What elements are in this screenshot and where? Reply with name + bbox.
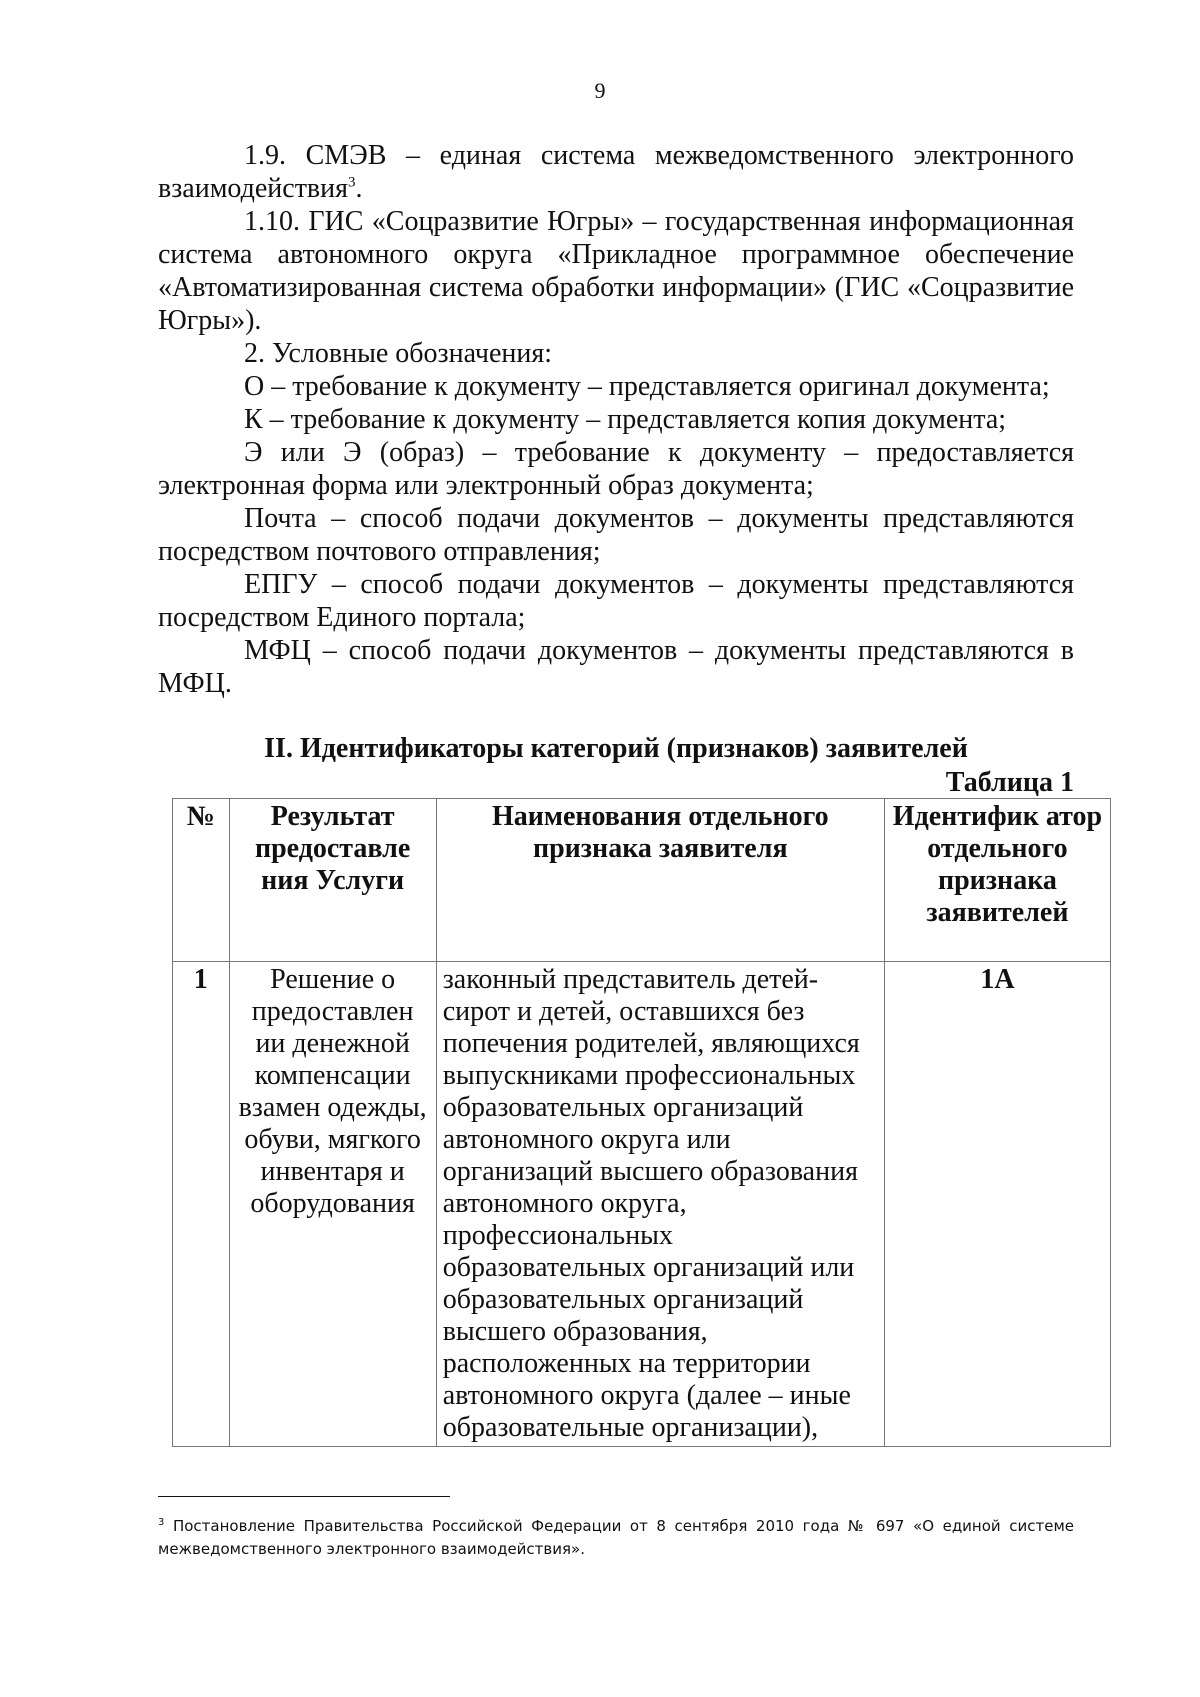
header-result: Результат предоставле ния Услуги (229, 799, 436, 962)
paragraph-1-9-end: . (355, 173, 363, 204)
row-description: законный представитель детей-сирот и детей, оставшихся без попечения родителей, являющихся выпускниками профессиональных образовательных организаций автономного округа или организаций высшего образования автономного округа, профессиональных образовательных организаций или образовательных организаций высшего образования, расположенных на территории автономного округа (далее – иные образовательные организации), (436, 962, 884, 1447)
page-number: 9 (594, 78, 606, 103)
legend-e: Э или Э (образ) – требование к документу – предоставляется электронная форма или электронный образ документа; (158, 437, 1074, 501)
row-identifier: 1А (884, 962, 1110, 1447)
legend-k: К – требование к документу – представляется копия документа; (244, 404, 1007, 435)
table-row (173, 962, 1111, 1447)
footnote-ref[interactable]: 3 (348, 174, 356, 191)
table-header-row (173, 799, 1111, 962)
paragraph-1-9-text: 1.9. СМЭВ – единая система межведомственного электронного взаимодействия (158, 140, 1074, 204)
paragraph-1-9 (158, 139, 1074, 205)
paragraph-2: 2. Условные обозначения: (244, 338, 553, 369)
legend-o: О – требование к документу – представляется оригинал документа; (244, 371, 1050, 402)
footnote-number: 3 (158, 1517, 165, 1528)
header-identifier: Идентифик атор отдельного признака заявителей (884, 799, 1110, 962)
identifiers-table (172, 798, 1111, 1447)
legend-epgu: ЕПГУ – способ подачи документов – документы представляются посредством Единого портала; (158, 569, 1074, 633)
footnote-text: Постановление Правительства Российской Федерации от 8 сентября 2010 года № 697 «О единой системе межведомственного электронного взаимодействия». (158, 1517, 1074, 1558)
row-result: Решение о предоставлен ии денежной компенсации взамен одежды, обуви, мягкого инвентаря и оборудования (229, 962, 436, 1447)
legend-post: Почта – способ подачи документов – документы представляются посредством почтового отправления; (158, 503, 1074, 567)
table-label: Таблица 1 (945, 767, 1074, 798)
paragraph-1-10: 1.10. ГИС «Соцразвитие Югры» – государственная информационная система автономного округа «Прикладное программное обеспечение «Автоматизированная система обработки информации» (ГИС «Соцразвитие Югры»). (158, 206, 1074, 336)
row-number: 1 (173, 962, 230, 1447)
footnote-separator (158, 1496, 450, 1497)
document-body (158, 139, 1074, 700)
header-feature-name: Наименования отдельного признака заявителя (436, 799, 884, 962)
footnote (158, 1515, 1074, 1561)
section-title: II. Идентификаторы категорий (признаков) заявителей (264, 733, 968, 764)
header-number: № (173, 799, 230, 962)
legend-mfc: МФЦ – способ подачи документов – документы представляются в МФЦ. (158, 635, 1074, 699)
